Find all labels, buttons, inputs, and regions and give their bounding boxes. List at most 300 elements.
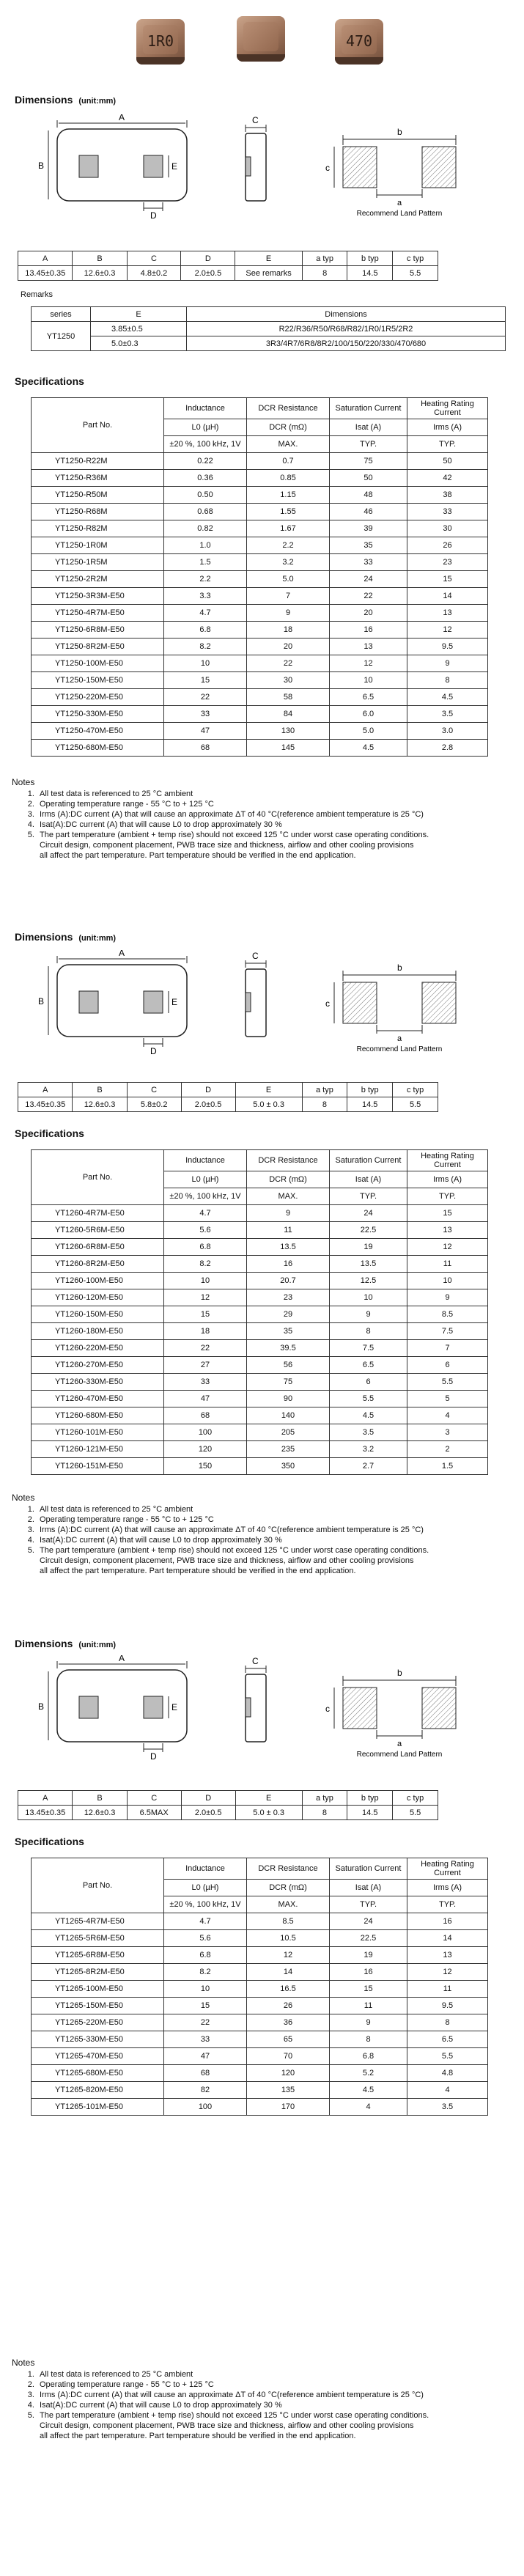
spec-value: 6.5 <box>330 1357 407 1374</box>
dimensions-header-row <box>18 1791 438 1806</box>
label-b: b <box>397 963 402 973</box>
remarks-row <box>32 336 506 351</box>
dim-value-cell: 6.5MAX <box>127 1806 181 1820</box>
dim-header-cell: E <box>235 1791 302 1806</box>
spec-value: 6.0 <box>330 706 407 723</box>
part-number: YT1250-1R0M <box>32 537 164 554</box>
spec-value: 23 <box>247 1289 330 1306</box>
unit-cell: L0 (µH) <box>164 419 247 436</box>
label-c: c <box>325 998 330 1009</box>
note-item: 1. All test data is referenced to 25 °C ambient <box>37 2369 429 2380</box>
spec-value: 10 <box>330 1289 407 1306</box>
spec-value: 6.8 <box>164 1947 247 1964</box>
part-number: YT1265-100M-E50 <box>32 1981 164 1998</box>
table-row <box>32 1391 488 1407</box>
inductance-header: Inductance <box>164 1858 247 1880</box>
part-number: YT1250-150M-E50 <box>32 672 164 689</box>
part-number: YT1265-5R6M-E50 <box>32 1930 164 1947</box>
note-item: 3. Irms (A):DC current (A) that will cause an approximate ΔT of 40 °C(reference ambient temperature is 25 °C) <box>37 809 429 820</box>
spec-value: 130 <box>247 723 330 740</box>
table-row <box>32 2014 488 2031</box>
dimension-diagram <box>0 950 524 1060</box>
table-row <box>32 1441 488 1458</box>
spec-value: 1.5 <box>164 554 247 571</box>
spec-value: 15 <box>164 672 247 689</box>
spec-value: 4.7 <box>164 1205 247 1222</box>
spec-value: 8 <box>407 2014 488 2031</box>
dim-header-cell: c typ <box>393 251 438 266</box>
top-view-terminal-left <box>79 155 98 177</box>
spec-value: 0.82 <box>164 520 247 537</box>
spec-value: 2.7 <box>330 1458 407 1475</box>
unit-cell: Irms (A) <box>407 1171 488 1188</box>
spec-value: 56 <box>247 1357 330 1374</box>
label-D: D <box>150 210 157 221</box>
dim-value-cell: 13.45±0.35 <box>18 266 73 281</box>
dimensions-table <box>18 251 438 281</box>
spec-value: 42 <box>407 470 488 487</box>
spec-value: 36 <box>247 2014 330 2031</box>
spec-value: 68 <box>164 2065 247 2082</box>
notes-title: Notes <box>12 2358 35 2368</box>
spec-value: 68 <box>164 1407 247 1424</box>
notes <box>12 777 429 861</box>
spec-value: 5.0 <box>247 571 330 588</box>
part-number: YT1265-680M-E50 <box>32 2065 164 2082</box>
spec-value: 15 <box>407 571 488 588</box>
top-view-body <box>57 129 187 201</box>
condition-cell: TYP. <box>330 1896 407 1913</box>
spec-value: 15 <box>330 1981 407 1998</box>
part-number: YT1260-150M-E50 <box>32 1306 164 1323</box>
top-view-body <box>57 1670 187 1742</box>
top-view-body <box>57 965 187 1037</box>
unit-label: (unit:mm) <box>78 934 117 943</box>
spec-value: 33 <box>164 1374 247 1391</box>
part-number: YT1265-470M-E50 <box>32 2048 164 2065</box>
condition-cell: ±20 %, 100 kHz, 1V <box>164 1896 247 1913</box>
label-B: B <box>38 161 45 171</box>
spec-value: 5.5 <box>330 1391 407 1407</box>
remarks-series: YT1250 <box>32 322 91 351</box>
heating-header: Heating Rating Current <box>407 1150 488 1171</box>
table-row <box>32 1323 488 1340</box>
table-row <box>32 1981 488 1998</box>
spec-value: 23 <box>407 554 488 571</box>
table-row <box>32 655 488 672</box>
unit-cell: Irms (A) <box>407 419 488 436</box>
spec-value: 14 <box>407 588 488 605</box>
part-number: YT1260-5R6M-E50 <box>32 1222 164 1239</box>
spec-value: 10 <box>164 1981 247 1998</box>
specifications-title: Specifications <box>15 1836 84 1847</box>
part-number: YT1260-330M-E50 <box>32 1374 164 1391</box>
spec-value: 2.2 <box>247 537 330 554</box>
dim-value-cell: 8 <box>302 1806 347 1820</box>
table-row <box>32 470 488 487</box>
part-number: YT1260-6R8M-E50 <box>32 1239 164 1256</box>
dcr-header: DCR Resistance <box>247 398 330 419</box>
spec-value: 13 <box>407 605 488 622</box>
spec-value: 6 <box>407 1357 488 1374</box>
spec-value: 9.5 <box>407 639 488 655</box>
notes-list <box>12 789 429 861</box>
dim-value-cell: 13.45±0.35 <box>18 1097 73 1112</box>
specifications-title: Specifications <box>15 375 84 387</box>
note-item: 1. All test data is referenced to 25 °C ambient <box>37 1504 429 1515</box>
part-number: YT1265-4R7M-E50 <box>32 1913 164 1930</box>
spec-value: 38 <box>407 487 488 504</box>
spec-value: 35 <box>247 1323 330 1340</box>
part-number: YT1250-100M-E50 <box>32 655 164 672</box>
spec-value: 13 <box>407 1947 488 1964</box>
spec-value: 11 <box>330 1998 407 2014</box>
part-number: YT1265-101M-E50 <box>32 2099 164 2116</box>
table-row <box>32 537 488 554</box>
spec-value: 10 <box>330 672 407 689</box>
side-view-terminal <box>246 1698 251 1717</box>
spec-value: 3.5 <box>330 1424 407 1441</box>
dimensions-title: Dimensions (unit:mm) <box>15 94 117 106</box>
dim-value-cell: 14.5 <box>347 266 393 281</box>
part-no-header: Part No. <box>32 1150 164 1205</box>
spec-value: 4.7 <box>164 1913 247 1930</box>
part-number: YT1260-8R2M-E50 <box>32 1256 164 1273</box>
spec-value: 1.67 <box>247 520 330 537</box>
table-row <box>32 1357 488 1374</box>
table-row <box>32 1998 488 2014</box>
spec-value: 120 <box>247 2065 330 2082</box>
top-view-terminal-right <box>144 1696 163 1718</box>
dim-header-cell: a typ <box>302 251 347 266</box>
spec-value: 5.5 <box>407 2048 488 2065</box>
spec-value: 20 <box>247 639 330 655</box>
spec-value: 15 <box>164 1998 247 2014</box>
spec-value: 50 <box>407 453 488 470</box>
product-photo: 1R0 <box>136 19 185 65</box>
spec-value: 5 <box>407 1391 488 1407</box>
table-row <box>32 1289 488 1306</box>
table-row <box>32 1930 488 1947</box>
label-D: D <box>150 1046 157 1056</box>
spec-value: 58 <box>247 689 330 706</box>
dim-header-cell: c typ <box>393 1791 438 1806</box>
dim-header-cell: b typ <box>347 1083 393 1097</box>
spec-value: 9 <box>330 1306 407 1323</box>
table-row <box>32 1340 488 1357</box>
spec-value: 4.8 <box>407 2065 488 2082</box>
spec-value: 170 <box>247 2099 330 2116</box>
part-number: YT1265-6R8M-E50 <box>32 1947 164 1964</box>
table-row <box>32 2048 488 2065</box>
remarks-title: Remarks <box>21 290 53 299</box>
notes-list <box>12 1504 429 1576</box>
table-row <box>32 1458 488 1475</box>
top-view-terminal-right <box>144 155 163 177</box>
condition-cell: MAX. <box>247 1188 330 1205</box>
note-item: 5. The part temperature (ambient + temp rise) should not exceed 125 °C under worst case operating conditions. Circuit design, component placement, PWB trace size and thickness, airflow and other cooling provisions all affect the part temperature. Part temperature should be verified in the end application. <box>37 1545 429 1576</box>
spec-value: 68 <box>164 740 247 757</box>
spec-value: 7 <box>247 588 330 605</box>
table-row <box>32 723 488 740</box>
part-number: YT1250-3R3M-E50 <box>32 588 164 605</box>
table-row <box>32 2099 488 2116</box>
spec-value: 19 <box>330 1947 407 1964</box>
spec-value: 19 <box>330 1239 407 1256</box>
spec-value: 46 <box>330 504 407 520</box>
spec-value: 6.8 <box>164 1239 247 1256</box>
top-view-terminal-left <box>79 991 98 1013</box>
spec-value: 9 <box>247 605 330 622</box>
label-B: B <box>38 1701 45 1712</box>
table-row <box>32 1256 488 1273</box>
spec-value: 150 <box>164 1458 247 1475</box>
specifications-title: Specifications <box>15 1127 84 1139</box>
table-row <box>32 1424 488 1441</box>
spec-value: 8.2 <box>164 639 247 655</box>
spec-value: 4.5 <box>407 689 488 706</box>
note-item: 3. Irms (A):DC current (A) that will cause an approximate ΔT of 40 °C(reference ambient temperature is 25 °C) <box>37 2390 429 2400</box>
part-number: YT1260-180M-E50 <box>32 1323 164 1340</box>
spec-value: 11 <box>407 1256 488 1273</box>
spec-value: 70 <box>247 2048 330 2065</box>
dim-header-cell: b typ <box>347 251 393 266</box>
spec-value: 140 <box>247 1407 330 1424</box>
spec-value: 0.85 <box>247 470 330 487</box>
dimensions-value-row <box>18 266 438 281</box>
spec-value: 7 <box>407 1340 488 1357</box>
unit-label: (unit:mm) <box>78 97 117 106</box>
spec-value: 48 <box>330 487 407 504</box>
spec-value: 0.50 <box>164 487 247 504</box>
dim-header-cell: E <box>235 251 302 266</box>
spec-value: 9 <box>247 1205 330 1222</box>
spec-value: 0.7 <box>247 453 330 470</box>
spec-value: 15 <box>407 1205 488 1222</box>
dimensions-title: Dimensions (unit:mm) <box>15 1638 117 1649</box>
part-number: YT1250-8R2M-E50 <box>32 639 164 655</box>
table-row <box>32 706 488 723</box>
spec-value: 75 <box>330 453 407 470</box>
spec-value: 4 <box>330 2099 407 2116</box>
dimensions-value-row <box>18 1806 438 1820</box>
spec-value: 4 <box>407 1407 488 1424</box>
dim-header-cell: B <box>73 1791 127 1806</box>
spec-value: 1.15 <box>247 487 330 504</box>
condition-cell: MAX. <box>247 1896 330 1913</box>
spec-value: 18 <box>247 622 330 639</box>
spec-value: 6 <box>330 1374 407 1391</box>
part-number: YT1260-470M-E50 <box>32 1391 164 1407</box>
spec-value: 8.5 <box>407 1306 488 1323</box>
product-photo <box>237 16 285 62</box>
unit-cell: Irms (A) <box>407 1880 488 1896</box>
spec-value: 47 <box>164 2048 247 2065</box>
label-a: a <box>397 1740 402 1748</box>
spec-value: 4.5 <box>330 1407 407 1424</box>
spec-value: 15 <box>164 1306 247 1323</box>
spec-value: 6.5 <box>330 689 407 706</box>
unit-cell: L0 (µH) <box>164 1880 247 1896</box>
spec-value: 3.5 <box>407 706 488 723</box>
spec-value: 13.5 <box>247 1239 330 1256</box>
label-C: C <box>252 115 259 125</box>
dim-header-cell: B <box>73 251 127 266</box>
spec-value: 14 <box>247 1964 330 1981</box>
dimensions-table <box>18 1790 438 1820</box>
table-row <box>32 588 488 605</box>
label-b: b <box>397 127 402 137</box>
part-number: YT1250-1R5M <box>32 554 164 571</box>
spec-value: 22 <box>330 588 407 605</box>
table-row <box>32 1374 488 1391</box>
spec-value: 24 <box>330 571 407 588</box>
spec-value: 1.55 <box>247 504 330 520</box>
spec-value: 16 <box>330 1964 407 1981</box>
dim-value-cell: 5.5 <box>393 1806 438 1820</box>
spec-value: 5.5 <box>407 1374 488 1391</box>
spec-value: 47 <box>164 1391 247 1407</box>
dimension-diagram <box>0 114 524 224</box>
spec-value: 12 <box>247 1947 330 1964</box>
inductance-header: Inductance <box>164 398 247 419</box>
spec-value: 11 <box>407 1981 488 1998</box>
dim-value-cell: 5.0 ± 0.3 <box>235 1806 302 1820</box>
spec-value: 12.5 <box>330 1273 407 1289</box>
label-E: E <box>171 161 178 172</box>
spec-value: 50 <box>330 470 407 487</box>
dim-header-cell: A <box>18 1083 73 1097</box>
spec-value: 135 <box>247 2082 330 2099</box>
spec-value: 16 <box>247 1256 330 1273</box>
dim-header-cell: b typ <box>347 1791 393 1806</box>
spec-value: 8 <box>330 2031 407 2048</box>
note-item: 2. Operating temperature range - 55 °C to + 125 °C <box>37 2380 429 2390</box>
label-c: c <box>325 1704 330 1714</box>
part-number: YT1250-6R8M-E50 <box>32 622 164 639</box>
spec-value: 35 <box>330 537 407 554</box>
land-pad-left <box>343 982 377 1023</box>
spec-value: 145 <box>247 740 330 757</box>
spec-value: 22 <box>247 655 330 672</box>
spec-value: 6.8 <box>164 622 247 639</box>
table-row <box>32 639 488 655</box>
spec-value: 205 <box>247 1424 330 1441</box>
table-row <box>32 1239 488 1256</box>
spec-value: 5.2 <box>330 2065 407 2082</box>
spec-value: 22.5 <box>330 1222 407 1239</box>
condition-cell: TYP. <box>407 1896 488 1913</box>
dcr-header: DCR Resistance <box>247 1858 330 1880</box>
notes <box>12 2358 429 2441</box>
dim-header-cell: D <box>181 1791 235 1806</box>
remarks-series-header: series <box>32 307 91 322</box>
dimensions-title: Dimensions (unit:mm) <box>15 931 117 943</box>
spec-value: 16.5 <box>247 1981 330 1998</box>
spec-value: 12 <box>330 655 407 672</box>
spec-value: 2 <box>407 1441 488 1458</box>
dimensions-header-row <box>18 1083 438 1097</box>
saturation-header: Saturation Current <box>330 1150 407 1171</box>
spec-value: 3.2 <box>247 554 330 571</box>
dim-header-cell: A <box>18 251 73 266</box>
spec-value: 10 <box>164 655 247 672</box>
dim-value-cell: 12.6±0.3 <box>73 1806 127 1820</box>
label-A: A <box>118 950 125 958</box>
note-item: 1. All test data is referenced to 25 °C ambient <box>37 789 429 799</box>
dim-value-cell: 14.5 <box>347 1806 393 1820</box>
spec-value: 90 <box>247 1391 330 1407</box>
spec-value: 4.5 <box>330 740 407 757</box>
part-number: YT1250-R68M <box>32 504 164 520</box>
note-item: 4. Isat(A):DC current (A) that will cause L0 to drop approximately 30 % <box>37 1535 429 1545</box>
spec-value: 12 <box>407 622 488 639</box>
dcr-header: DCR Resistance <box>247 1150 330 1171</box>
label-b: b <box>397 1668 402 1678</box>
spec-value: 8.5 <box>247 1913 330 1930</box>
part-no-header: Part No. <box>32 1858 164 1913</box>
remarks-e-value: 5.0±0.3 <box>91 336 187 351</box>
condition-cell: TYP. <box>407 1188 488 1205</box>
part-number: YT1265-820M-E50 <box>32 2082 164 2099</box>
label-C: C <box>252 951 259 961</box>
unit-cell: DCR (mΩ) <box>247 1171 330 1188</box>
label-C: C <box>252 1656 259 1666</box>
dimensions-header-row <box>18 251 438 266</box>
note-item: 5. The part temperature (ambient + temp rise) should not exceed 125 °C under worst case operating conditions. Circuit design, component placement, PWB trace size and thickness, airflow and other cooling provisions all affect the part temperature. Part temperature should be verified in the end application. <box>37 830 429 861</box>
spec-value: 30 <box>407 520 488 537</box>
label-E: E <box>171 1702 178 1712</box>
condition-cell: TYP. <box>407 436 488 453</box>
dim-value-cell: 5.5 <box>393 266 438 281</box>
spec-value: 33 <box>164 706 247 723</box>
spec-value: 18 <box>164 1323 247 1340</box>
remarks-table <box>31 306 506 351</box>
notes <box>12 1493 429 1576</box>
note-item: 2. Operating temperature range - 55 °C to + 125 °C <box>37 799 429 809</box>
spec-value: 75 <box>247 1374 330 1391</box>
table-row <box>32 1306 488 1323</box>
notes-title: Notes <box>12 1493 35 1503</box>
table-row <box>32 1273 488 1289</box>
table-row <box>32 605 488 622</box>
land-pad-right <box>422 1688 456 1729</box>
spec-value: 8 <box>407 672 488 689</box>
label-B: B <box>38 996 45 1007</box>
dim-value-cell: 2.0±0.5 <box>181 1806 235 1820</box>
table-row <box>32 1205 488 1222</box>
table-row <box>32 1947 488 1964</box>
spec-value: 47 <box>164 723 247 740</box>
table-row <box>32 2082 488 2099</box>
spec-value: 22 <box>164 689 247 706</box>
spec-value: 27 <box>164 1357 247 1374</box>
unit-label: (unit:mm) <box>78 1641 117 1649</box>
spec-value: 24 <box>330 1205 407 1222</box>
spec-value: 8 <box>330 1323 407 1340</box>
condition-cell: ±20 %, 100 kHz, 1V <box>164 436 247 453</box>
dimension-diagram <box>0 1655 524 1765</box>
spec-value: 2.2 <box>164 571 247 588</box>
spec-value: 1.5 <box>407 1458 488 1475</box>
spec-value: 13 <box>407 1222 488 1239</box>
spec-value: 13 <box>330 639 407 655</box>
unit-cell: L0 (µH) <box>164 1171 247 1188</box>
spec-value: 22.5 <box>330 1930 407 1947</box>
spec-value: 16 <box>330 622 407 639</box>
dim-header-cell: a typ <box>302 1083 347 1097</box>
dim-value-cell: 14.5 <box>347 1097 393 1112</box>
